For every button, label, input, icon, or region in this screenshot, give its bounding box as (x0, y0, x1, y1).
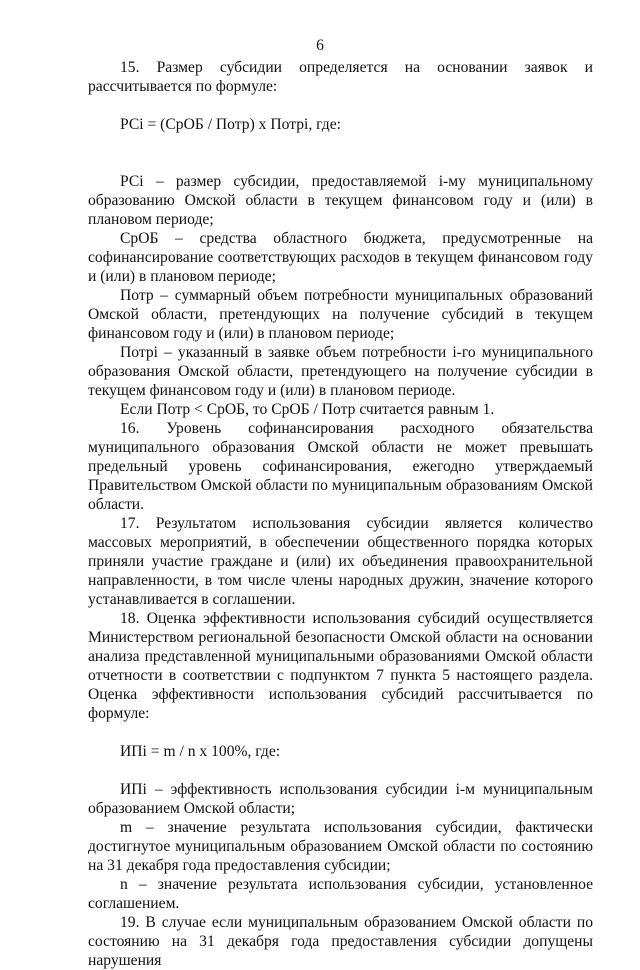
formula-ipi: ИПi = m / n x 100%, где: (120, 743, 281, 760)
definition-n: n – значение результата использования субсидии, установленное соглашением. (88, 876, 593, 912)
definition-m: m – значение результата использования субсидии, фактически достигнутое муниципальным образованием Омской области по состоянию на 31 декабря года предоставления субсидии; (88, 819, 593, 874)
definition-srob: СрОБ – средства областного бюджета, предусмотренные на софинансирование соответствующих расходов в текущем финансовом году и (или) в плановом периоде; (88, 230, 593, 285)
page-number: 6 (316, 37, 324, 54)
paragraph-16: 16. Уровень софинансирования расходного обязательства муниципального образования Омской области не может превышать предельный уровень софинансирования, ежегодно утверждаемый Правительством Омской области по муниципальным образованиям Омской области. (88, 420, 593, 513)
blank-line (88, 723, 593, 742)
definition-ipi: ИПi – эффективность использования субсидии i-м муниципальным образованием Омской области; (88, 781, 593, 817)
formula-rsi: РСi = (СрОБ / Потр) x Потрi, где: (120, 116, 341, 133)
definition-rsi: РСi – размер субсидии, предоставляемой i-му муниципальному образованию Омской области в текущем финансовом году и (или) в плановом периоде; (88, 173, 593, 228)
paragraph-17: 17. Результатом использования субсидии является количество массовых мероприятий, в обеспечении общественного порядка которых приняли участие граждане и (или) их объединения правоохранительной направленности, в том числе члены народных дружин, значение которого устанавливается в соглашении. (88, 515, 593, 608)
definition-potri: Потрi – указанный в заявке объем потребности i-го муниципального образования Омской области, претендующего на получение субсидии в текущем финансовом году и (или) в плановом периоде. (88, 344, 593, 399)
paragraph-19: 19. В случае если муниципальным образованием Омской области по состоянию на 31 декабря года предоставления субсидии допущены нарушения (88, 914, 593, 969)
paragraph-18: 18. Оценка эффективности использования субсидий осуществляется Министерством региональной безопасности Омской области на основании анализа представленной муниципальными образованиями Омской области отчетности в соответствии с подпунктом 7 пункта 5 настоящего раздела. Оценка эффективности использования субсидий рассчитывается по формуле: (88, 610, 593, 722)
definition-potr: Потр – суммарный объем потребности муниципальных образований Омской области, претендующих на получение субсидий в текущем финансовом году и (или) в плановом периоде; (88, 287, 593, 342)
blank-line (88, 134, 593, 153)
paragraph-15: 15. Размер субсидии определяется на основании заявок и рассчитывается по формуле: (88, 59, 593, 95)
blank-line (88, 153, 593, 172)
document-body (88, 58, 593, 970)
condition-line: Если Потр < СрОБ, то СрОБ / Потр считается равным 1. (120, 401, 495, 418)
blank-line (88, 761, 593, 780)
blank-line (88, 96, 593, 115)
